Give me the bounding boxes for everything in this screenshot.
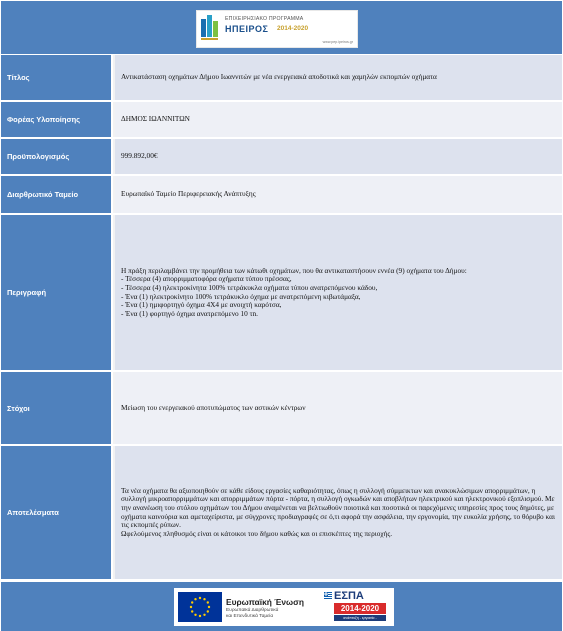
- eu-name: Ευρωπαϊκή Ένωση: [226, 597, 304, 607]
- results-paragraph: Τα νέα οχήματα θα αξιοποιηθούν σε κάθε είδους εργασίες καθαριότητας, όπως η συλλογή σύμμεικτων και ανακυκλώσιμων απορριμμάτων, η συλλογή μικροαπορριμμάτων και απορριμμάτων πόρτα - πόρτα, η συλλογή ογκωδών και αποβλήτων ηλεκτρικού και ηλεκτρονικού εξοπλισμού. Με την ανανέωση του στόλου οχημάτων του Δήμου αναμένεται να βελτιωθούν ποιοτικά και ποσοτικά οι παρεχόμενες υπηρεσίες προς τους δημότες, με οχήματα καινούρια και αμεταχείριστα, με σύγχρονες προδιαγραφές σε ό,τι αφορά την ασφάλεια, την εργονομία, την ευκολία χρήσης, το θόρυβο και τις εκπομπές ρύπων.: [121, 485, 555, 530]
- row-value: [115, 446, 562, 579]
- row-budget: [1, 139, 562, 176]
- row-label: Περιγραφή: [1, 215, 113, 370]
- espa-logo: [324, 590, 390, 624]
- description-line: - Ένα (1) φορτηγό όχημα ανατρεπόμενο 10 τn.: [121, 308, 258, 318]
- programme-period: 2014-2020: [277, 25, 309, 32]
- eu-flag-icon: [178, 592, 222, 622]
- funding-logos: [174, 588, 394, 626]
- row-results: [1, 446, 562, 581]
- greek-flag-icon: [324, 592, 332, 600]
- row-label: Τίτλος: [1, 55, 113, 100]
- espa-slogan: ανάπτυξη - εργασία - αλληλεγγύη: [334, 615, 386, 621]
- row-value: ΔΗΜΟΣ ΙΩΑΝΝΙΤΩΝ: [115, 102, 562, 137]
- row-value: [115, 215, 562, 370]
- results-paragraph: Ωφελούμενος πληθυσμός είναι οι κάτοικοι του δήμου καθώς και οι επισκέπτες της περιοχής.: [121, 528, 393, 538]
- description-line: - Ένα (1) ημιφορτηγό όχημα 4Χ4 με ανοιχτή καρότσα,: [121, 300, 282, 310]
- header-band: [1, 1, 562, 55]
- row-value: 999.892,00€: [115, 139, 562, 174]
- project-info-table: [1, 1, 562, 630]
- programme-url: www.pep.ipeiros.gr: [322, 40, 353, 44]
- region-programme-logo: [197, 11, 357, 47]
- region-logo-icon: [201, 15, 221, 41]
- row-description: [1, 215, 562, 372]
- row-value: Μείωση του ενεργειακού αποτυπώματος των αστικών κέντρων: [115, 372, 562, 444]
- espa-name: ΕΣΠΑ: [334, 590, 364, 602]
- row-structural-fund: [1, 176, 562, 215]
- row-title: [1, 55, 562, 102]
- row-implementing-body: [1, 102, 562, 139]
- description-line: - Τέσσερα (4) απορριμματοφόρα οχήματα τύπου πρέσσας,: [121, 274, 292, 284]
- row-label: Φορέας Υλοποίησης: [1, 102, 113, 137]
- row-label: Στόχοι: [1, 372, 113, 444]
- row-value: Ευρωπαϊκό Ταμείο Περιφερειακής Ανάπτυξης: [115, 176, 562, 213]
- row-label: Προϋπολογισμός: [1, 139, 113, 174]
- region-name: ΗΠΕΙΡΟΣ: [225, 24, 269, 34]
- row-goals: [1, 372, 562, 446]
- description-line: Η πράξη περιλαμβάνει την προμήθεια των κάτωθι οχημάτων, που θα αντικαταστήσουν εννέα (9) οχήματα του Δήμου:: [121, 265, 467, 275]
- espa-period: 2014-2020: [334, 603, 386, 614]
- eu-funds-text: Ευρωπαϊκά Διαρθρωτικά και Επενδυτικά Ταμεία: [226, 608, 279, 619]
- row-value: Αντικατάσταση οχημάτων Δήμου Ιωαννιτών με νέα ενεργειακά αποδοτικά και χαμηλών εκπομπών οχήματα: [115, 55, 562, 100]
- programme-label: ΕΠΙΧΕΙΡΗΣΙΑΚΟ ΠΡΟΓΡΑΜΜΑ: [225, 16, 304, 22]
- description-line: - Τέσσερα (4) ηλεκτροκίνητα 100% τετράκυκλα οχήματα τύπου ανατρεπόμενου κάδου,: [121, 282, 378, 292]
- row-label: Διαρθρωτικό Ταμείο: [1, 176, 113, 213]
- description-line: - Ένα (1) ηλεκτροκίνητο 100% τετράκυκλο όχημα με ανατρεπόμενη κιβωτάμαξα,: [121, 291, 361, 301]
- row-label: Αποτελέσματα: [1, 446, 113, 579]
